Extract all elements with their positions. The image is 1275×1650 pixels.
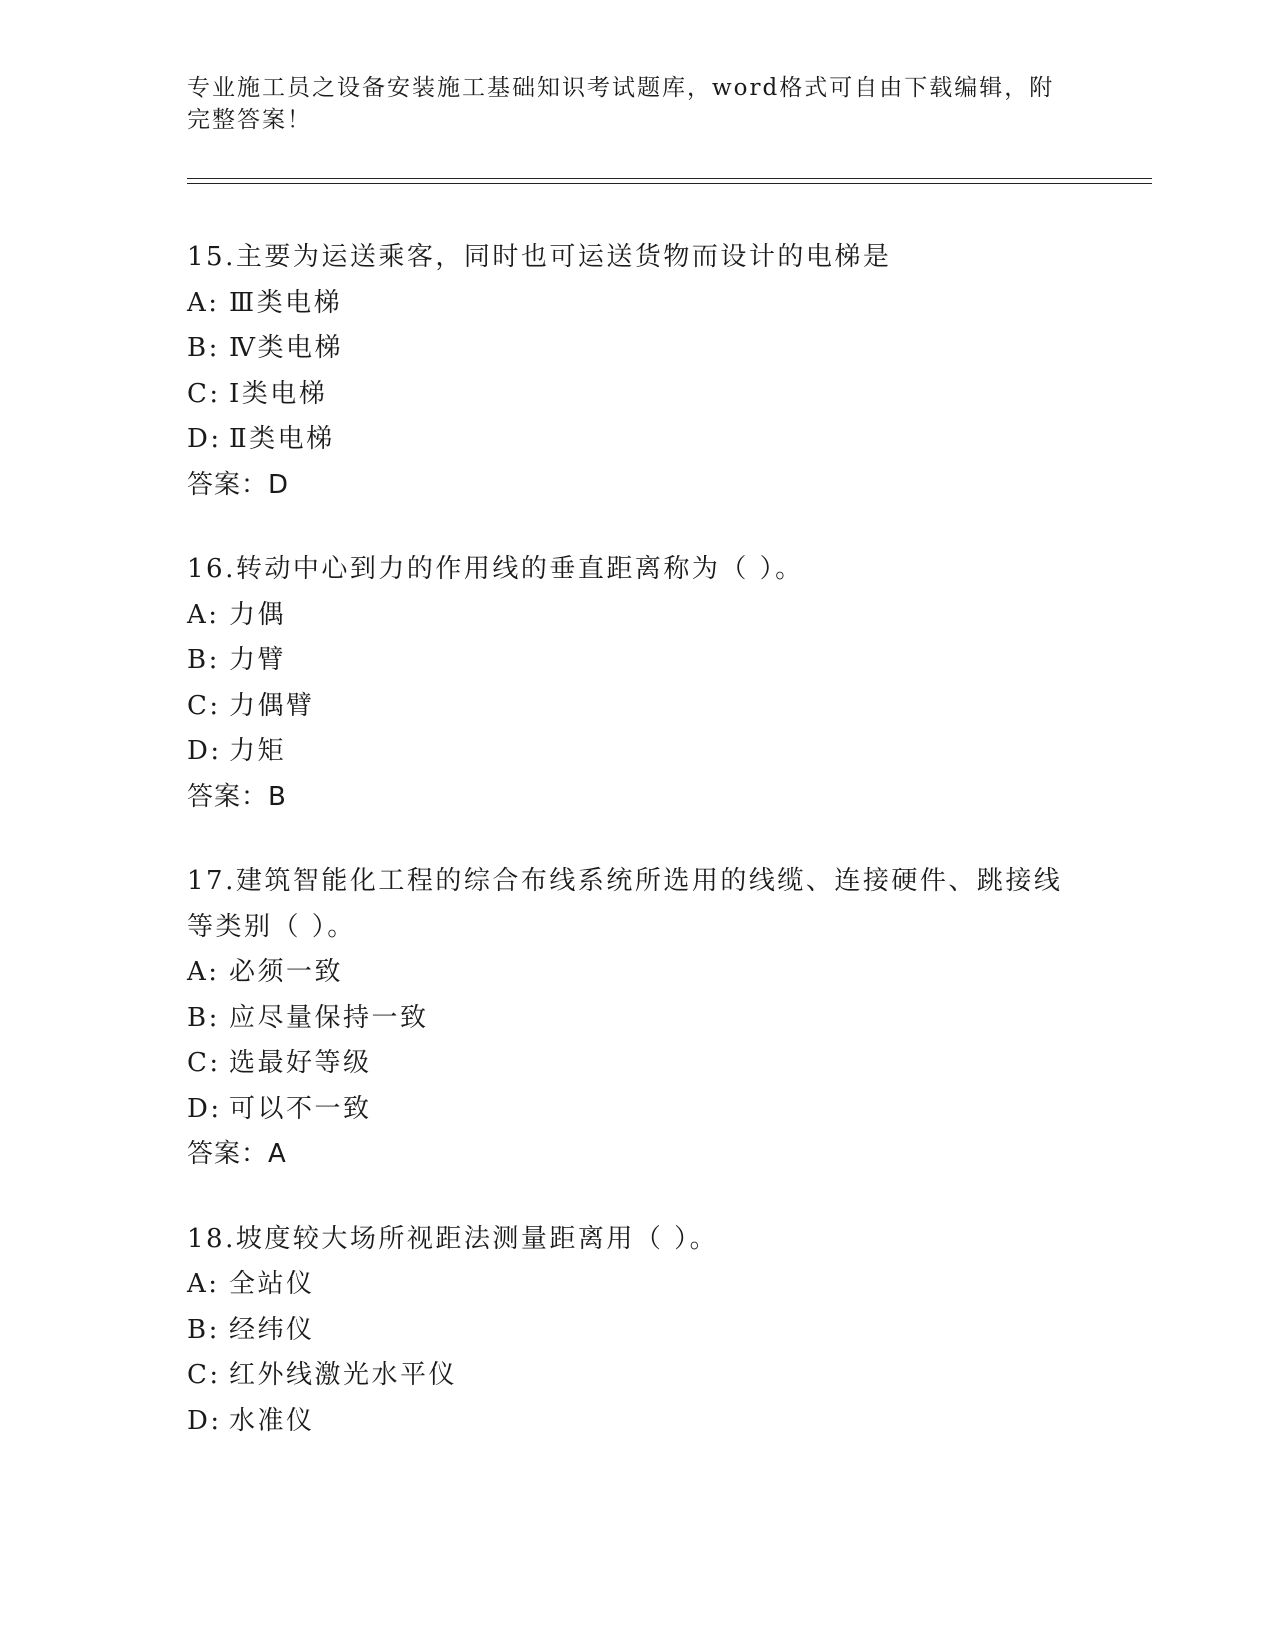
question-list	[187, 235, 1087, 1483]
option-letter: C:	[187, 690, 221, 721]
option-a	[187, 593, 1087, 639]
option-text: Ⅱ类电梯	[229, 424, 335, 454]
option-text: Ⅳ类电梯	[229, 333, 343, 363]
option-d	[187, 729, 1087, 775]
option-text: Ⅲ类电梯	[229, 287, 343, 318]
option-letter: A:	[187, 1269, 220, 1299]
question-stem: 17.建筑智能化工程的综合布线系统所选用的线缆、连接硬件、跳接线等类别（ ）。	[187, 866, 1063, 942]
option-b	[187, 996, 1087, 1042]
option-text: 全站仪	[229, 1269, 315, 1299]
question-16	[187, 547, 1087, 820]
option-text: 必须一致	[229, 957, 344, 987]
option-letter: A:	[187, 599, 220, 630]
option-b	[187, 1308, 1087, 1354]
document-header: 专业施工员之设备安装施工基础知识考试题库，word格式可自由下载编辑，附完整答案！	[187, 75, 1055, 133]
option-letter: D:	[187, 424, 222, 454]
option-text: 可以不一致	[229, 1093, 372, 1124]
question-stem: 15.主要为运送乘客，同时也可运送货物而设计的电梯是	[187, 242, 892, 272]
option-text: 经纬仪	[229, 1314, 315, 1345]
option-a	[187, 1262, 1087, 1308]
option-text: 力偶臂	[229, 690, 315, 721]
option-letter: D:	[187, 1405, 222, 1436]
option-text: 红外线激光水平仪	[229, 1360, 458, 1390]
option-text: 力臂	[229, 645, 287, 675]
option-letter: B:	[187, 1314, 220, 1345]
option-text: 水准仪	[229, 1405, 315, 1436]
option-letter: C:	[187, 378, 221, 409]
question-15	[187, 235, 1087, 508]
question-stem: 18.坡度较大场所视距法测量距离用（ ）。	[187, 1223, 719, 1254]
option-text: Ⅰ类电梯	[229, 378, 328, 409]
option-d	[187, 1087, 1087, 1133]
header-divider-top	[187, 178, 1152, 179]
option-text: 应尽量保持一致	[229, 1002, 429, 1033]
option-text: 力矩	[229, 736, 287, 766]
question-18	[187, 1217, 1087, 1445]
option-letter: B:	[187, 645, 220, 675]
answer-line: 答案：A	[187, 1139, 287, 1169]
option-letter: A:	[187, 287, 220, 318]
question-stem: 16.转动中心到力的作用线的垂直距离称为（ ）。	[187, 554, 804, 584]
option-c	[187, 1041, 1087, 1087]
option-d	[187, 417, 1087, 463]
option-letter: D:	[187, 1093, 222, 1124]
option-letter: A:	[187, 957, 220, 987]
option-c	[187, 372, 1087, 418]
option-b	[187, 638, 1087, 684]
option-b	[187, 326, 1087, 372]
option-c	[187, 1353, 1087, 1399]
question-17	[187, 859, 1087, 1178]
option-c	[187, 684, 1087, 730]
option-letter: C:	[187, 1048, 221, 1078]
option-text: 选最好等级	[229, 1048, 372, 1078]
option-a	[187, 281, 1087, 327]
answer-line: 答案：B	[187, 781, 287, 812]
option-d	[187, 1399, 1087, 1445]
option-letter: B:	[187, 1002, 220, 1033]
option-letter: D:	[187, 736, 222, 766]
option-a	[187, 950, 1087, 996]
header-divider-bottom	[187, 183, 1152, 184]
answer-line: 答案：D	[187, 469, 290, 500]
option-text: 力偶	[229, 599, 287, 630]
option-letter: B:	[187, 333, 220, 363]
option-letter: C:	[187, 1360, 221, 1390]
